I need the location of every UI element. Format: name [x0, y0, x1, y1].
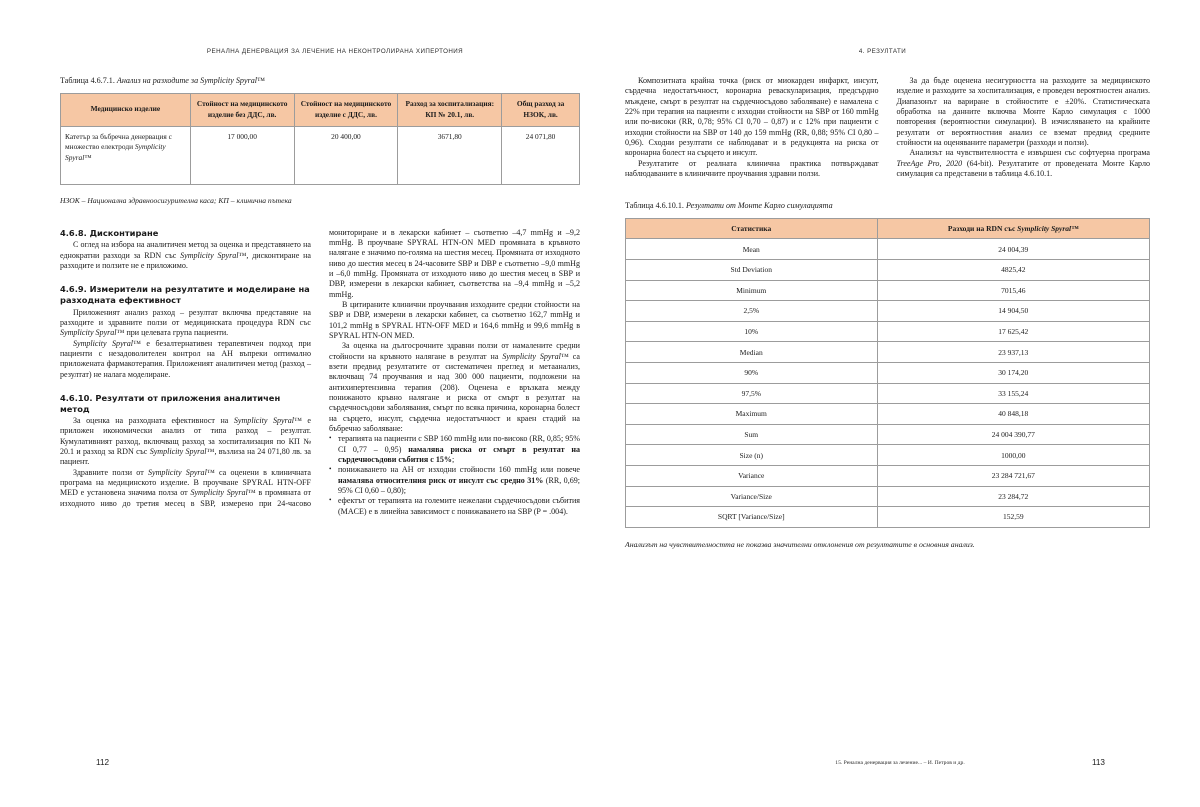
cell-statistic-value: 4825,42 [877, 259, 1149, 280]
cell-statistic-label: 2,5% [626, 301, 878, 322]
paragraph-4-6-10-4: За оценка на дългосрочните здравни ползи от намалените средни стойности на кръвното налягане в резултат на Symplicity Spyral™ са взети предвид резултатите от систематичен преглед и метаанализ, включващ 74 проучвания и над 300 000 пациенти, подложени на антихипертензивна терапия (208). Оценена е връзката между понижаното кръвно налягане и риска от смърт в резултат на сърдечносъдови заболявания, смърт по всяка причина, коронарна болест на сърцето, инсулт, сърдечна недостатъчност и краен стадий на бъбречно заболяване: [329, 341, 580, 434]
cell-statistic-value: 23 937,13 [877, 342, 1149, 363]
cell-device: Катетър за бъбречна денервация с множество електроди Symplicity Spyral™ [61, 126, 191, 184]
footer-chapter-note: 15. Ренална денервация за лечение... – И. Петров и др. [835, 760, 965, 766]
section-heading-4-6-9: 4.6.9. Измерители на резултатите и моделиране на разходната ефективност [60, 284, 310, 306]
cell-statistic-value: 17 625,42 [877, 321, 1149, 342]
page-number-left: 112 [96, 758, 110, 767]
cell-statistic-label: Size (n) [626, 445, 878, 466]
cell-total: 24 071,80 [502, 126, 580, 184]
table-row [626, 404, 1150, 425]
table-row [626, 465, 1150, 486]
mc-table-note: Анализът на чувствителността не показва значителни отклонения от резултатите в основния анализ. [625, 539, 975, 549]
table-row [626, 507, 1150, 528]
table-row [626, 239, 1150, 260]
cell-statistic-label: 10% [626, 321, 878, 342]
cell-statistic-value: 152,59 [877, 507, 1149, 528]
right-body-columns [625, 76, 1150, 179]
cell-statistic-value: 23 284 721,67 [877, 465, 1149, 486]
cell-statistic-label: Median [626, 342, 878, 363]
paragraph-sensitivity-software: Анализът на чувствителността е извършен със софтуерна програма TreeAge Pro, 2020 (64-bit). Резултатите от проведената Монте Карло симулация са представени в таблица 4.6.10.1. [896, 148, 1150, 178]
cell-statistic-value: 24 004 390,77 [877, 424, 1149, 445]
paragraph-4-6-9-2: Symplicity Spyral™ е безалтернативен терапевтичен подход при пациенти с незадоволителен контрол на АН въпреки оптимално приложената фармакотерапия. Приложеният аналитичен метод (разход – резултат) не налага моделиране. [60, 338, 311, 379]
cell-statistic-label: SQRT [Variance/Size] [626, 507, 878, 528]
cell-hospitalization: 3671,80 [398, 126, 502, 184]
right-page [600, 0, 1200, 807]
cell-statistic-value: 30 174,20 [877, 362, 1149, 383]
left-page-content [60, 76, 580, 517]
paragraph-4-6-10-3: В цитираните клинични проучвания изходните средни стойности на SBP и DBP, измерени в лекарски кабинет, са съответно 162,7 mmHg и 101,2 mmHg в SPYRAL HTN-OFF MED и 164,6 mmHg и 99,6 mmHg в SPYRAL HTN-ON MED. [329, 300, 580, 341]
cell-statistic-value: 33 155,24 [877, 383, 1149, 404]
paragraph-4-6-10-2: Здравните ползи от Symplicity Spyral™ са оценени в клиничната програма на медицинското изделие. В проучване SPYRAL HTN-OFF MED е установена значима полза от Symplicity Spyral™ в промяната от изходното ниво до третия месец в SBP, измерено при 24-часово мониториране и в лекарски кабинет – съответно –4,7 mmHg и –9,2 mmHg. В проучване SPYRAL HTN-ON MED промяната в кръвното налягане е значимо по-голяма на шестия месец. Промяната от изходното ниво до шестия месец в 24-часовите SBP и DBP е съответно –9,0 mmHg и –6,0 mmHg. Промяната от изходното ниво до шестия месец в SBP и DBP, измерени в лекарски кабинет, съответства на –9,4 mmHg и –5,2 mmHg. [60, 227, 580, 508]
cost-table-note: НЗОК – Национална здравноосигурителна каса; КП – клинична пътека [60, 195, 292, 205]
cell-statistic-label: Std Deviation [626, 259, 878, 280]
paragraph-real-world-evidence: Резултатите от реалната клинична практика потвърждават наблюдаваните в клиничните проучвания здравни ползи. [625, 158, 879, 178]
monte-carlo-table-body [626, 239, 1150, 527]
cost-table-caption [60, 76, 580, 86]
cell-statistic-label: Maximum [626, 404, 878, 425]
cell-statistic-label: Variance/Size [626, 486, 878, 507]
table-row [626, 362, 1150, 383]
paragraph-uncertainty-analysis: За да бъде оценена несигурността на разходите за медицинското изделие и разходите за хоспитализация, е проведен вероятностен анализ. Диапазонът на вариране в стойностите е ±20%. Статистическата обработка на данните включва Монте Карло симулация с 1000 повторения (вероятностни симулации). В изчисляването на крайните резултати от вероятностния анализ се вземат предвид средните стойности на оценяваните параметри (разходи и ползи). [896, 76, 1150, 147]
running-head-right: 4. РЕЗУЛТАТИ [858, 48, 907, 55]
page-number-right: 113 [1091, 758, 1105, 767]
col-header-statistic: Статистика [626, 219, 878, 239]
table-header-row [61, 94, 580, 126]
table-row [626, 486, 1150, 507]
col-header-total: Общ разход за НЗОК, лв. [502, 94, 580, 126]
cell-statistic-label: Minimum [626, 280, 878, 301]
paragraph-composite-endpoint: Композитната крайна точка (риск от миокарден инфаркт, инсулт, сърдечна недостатъчност, коронарна реваскуларизация, предсърдно мъждене, смърт в резултат на сърдечносъдово заболяване) е намалена с 22% при терапия на пациенти с изходни стойности на SBP от 160 mmHg или по-високи (RR, 0,78; 95% CI 0,70 – 0,87) и с 12% при пациенти с изходни стойности на SBP от 140 до 159 mmHg (RR, 0,88; 95% CI 0,80 – 0,96). Сходни резултати се наблюдават и в редукцията на риска от коронарна болест на сърцето и инсулт. [625, 76, 879, 158]
paragraph-4-6-10-1: За оценка на разходната ефективност на Symplicity Spyral™ е приложен икономически анализ от типа разход – резултат. Кумулативният разход, включващ разход за хоспитализация по КП № 20.1 и разход за RDN със Symplicity Spyral™, възлиза на 24 071,80 лв. за пациент. [60, 416, 311, 467]
mc-table-caption-title: Резултати от Монте Карло симулацията [685, 201, 833, 211]
col-header-cost-incl-vat: Стойност на медицинското изделие с ДДС, лв. [294, 94, 398, 126]
left-body-columns [60, 228, 580, 517]
monte-carlo-table-block [625, 201, 1150, 550]
right-page-content [625, 76, 1150, 551]
col-header-cost-excl-vat: Стойност на медицинското изделие без ДДС, лв. [190, 94, 294, 126]
table-row [626, 259, 1150, 280]
section-heading-4-6-8: 4.6.8. Дисконтиране [60, 227, 159, 238]
cell-statistic-value: 40 848,18 [877, 404, 1149, 425]
evidence-bullet-list [329, 434, 580, 517]
cell-statistic-value: 1000,00 [877, 445, 1149, 466]
cost-table-caption-number: Таблица 4.6.7.1. [60, 76, 115, 85]
cell-statistic-label: Sum [626, 424, 878, 445]
paragraph-4-6-8-1: С оглед на избора на аналитичен метод за оценка и представянето на еднократни разходи за RDN със Symplicity Spyral™, дисконтиране на разходите и ползите не е приложимо. [60, 240, 311, 271]
paragraph-4-6-9-1: Приложеният анализ разход – резултат включва представяне на разходите и здравните ползи от медицинската процедура RDN със Symplicity Spyral™ при целевата група пациенти. [60, 307, 311, 338]
section-heading-4-6-10: 4.6.10. Резултати от приложения аналитичен метод [60, 392, 281, 414]
col-header-hospitalization: Разход за хоспитализация: КП № 20.1, лв. [398, 94, 502, 126]
cell-statistic-value: 24 004,39 [877, 239, 1149, 260]
running-head-left: РЕНАЛНА ДЕНЕРВАЦИЯ ЗА ЛЕЧЕНИЕ НА НЕКОНТРОЛИРАНА ХИПЕРТОНИЯ [206, 48, 464, 55]
cell-cost-incl-vat: 20 400,00 [294, 126, 398, 184]
cell-statistic-value: 7015,46 [877, 280, 1149, 301]
cell-statistic-value: 14 904,50 [877, 301, 1149, 322]
mc-table-caption [625, 201, 1150, 211]
cell-cost-excl-vat: 17 000,00 [190, 126, 294, 184]
table-row [626, 424, 1150, 445]
list-item: • понижаването на АН от изходни стойности 160 mmHg или повече намалява относителния риск от инсулт със средно 31% (RR, 0,69; 95% CI 0,60 – 0,80); [329, 465, 580, 496]
table-row [626, 301, 1150, 322]
cell-statistic-label: Mean [626, 239, 878, 260]
table-row [626, 321, 1150, 342]
cell-statistic-value: 23 284,72 [877, 486, 1149, 507]
table-row [626, 383, 1150, 404]
cost-analysis-table [60, 93, 580, 184]
cell-statistic-label: Variance [626, 465, 878, 486]
table-row [626, 280, 1150, 301]
col-header-rdn-costs: Разходи на RDN със Symplicity Spyral™ [877, 219, 1149, 239]
mc-table-caption-number: Таблица 4.6.10.1. [625, 201, 684, 211]
table-header-row [626, 219, 1150, 239]
monte-carlo-results-table [625, 218, 1150, 527]
col-header-device: Медицинско изделие [61, 94, 191, 126]
cell-statistic-label: 90% [626, 362, 878, 383]
table-row [626, 445, 1150, 466]
table-row [61, 126, 580, 184]
table-row [626, 342, 1150, 363]
list-item: • ефектът от терапията на големите нежелани сърдечносъдови събития (MACE) е в линейна зависимост с понижаването на SBP (P = .004). [329, 496, 580, 517]
cost-table-caption-title: Анализ на разходите за Symplicity Spyral™ [116, 76, 265, 85]
list-item: • терапията на пациенти с SBP 160 mmHg или по-високо (RR, 0,85; 95% CI 0,77 – 0,95) намалява риска от смърт в резултат на сърдечносъдови събития с 15%; [329, 434, 580, 465]
cell-statistic-label: 97,5% [626, 383, 878, 404]
